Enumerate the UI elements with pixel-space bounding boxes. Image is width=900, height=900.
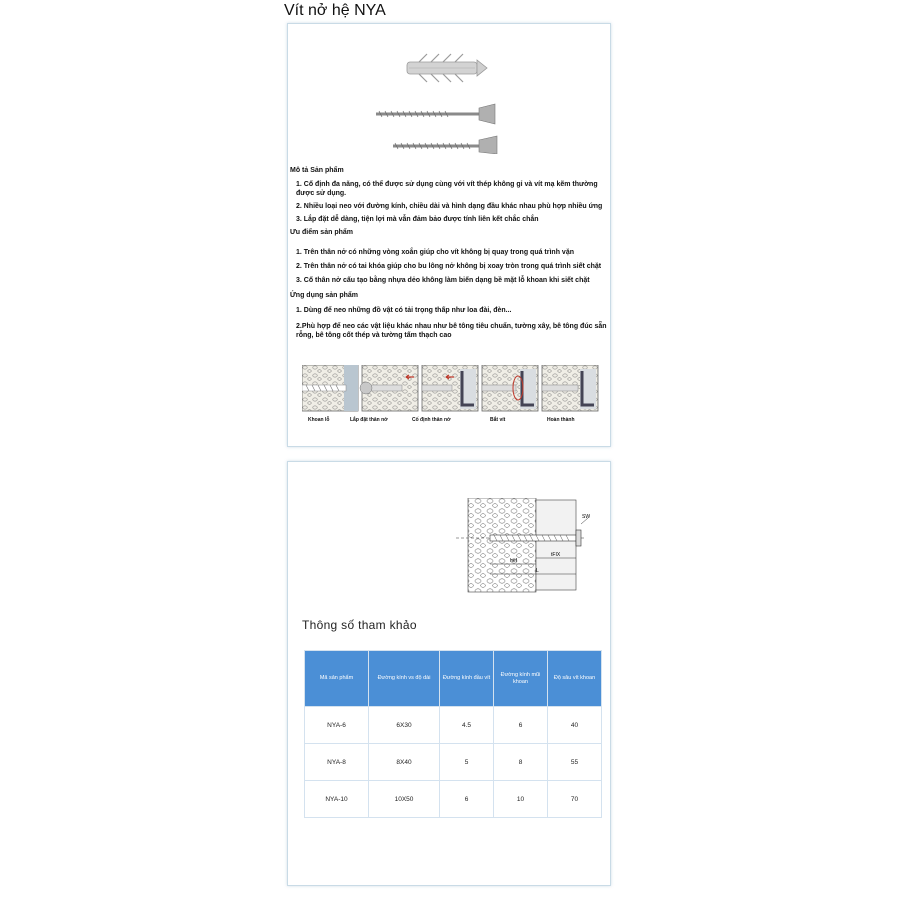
table-cell: 10X50 bbox=[369, 781, 440, 818]
step-insert-image bbox=[360, 365, 418, 411]
spec-table bbox=[304, 650, 602, 818]
application-item: 2.Phù hợp để neo các vật liệu khác nhau như bê tông tiêu chuẩn, tường xây, bê tông đúc sẵn rỗng, bê tông cốt thép và tường tấm thạch cao bbox=[296, 323, 607, 339]
table-cell: 10 bbox=[494, 781, 548, 818]
table-cell: 8 bbox=[494, 744, 548, 781]
sw-label: SW bbox=[582, 514, 590, 520]
step-complete-image bbox=[542, 365, 598, 411]
table-cell: 55 bbox=[548, 744, 602, 781]
table-header: Mã sản phẩm bbox=[305, 651, 369, 707]
advantage-item: 3. Cố thân nở cấu tạo bằng nhựa dẻo không làm biến dạng bề mặt lỗ khoan khi siết chặt bbox=[296, 277, 590, 284]
installation-diagram bbox=[450, 498, 590, 598]
table-cell: NYA-6 bbox=[305, 707, 369, 744]
application-item: 1. Dùng để neo những đồ vật có tải trọng thấp như loa đài, đèn... bbox=[296, 307, 512, 314]
description-heading: Mô tả Sản phẩm bbox=[290, 167, 344, 174]
table-cell: 6 bbox=[440, 781, 494, 818]
table-cell: 5 bbox=[440, 744, 494, 781]
table-row bbox=[305, 744, 602, 781]
applications-heading: Ứng dụng sản phẩm bbox=[290, 292, 359, 299]
anchor-image bbox=[407, 54, 487, 82]
step-drill-image bbox=[302, 365, 358, 411]
advantages-heading: Ưu điểm sản phẩm bbox=[290, 229, 353, 236]
description-item: 3. Lắp đặt dễ dàng, tiện lợi mà vẫn đảm bảo được tính liên kết chắc chắn bbox=[296, 216, 539, 223]
table-cell: 70 bbox=[548, 781, 602, 818]
advantage-item: 1. Trên thân nở có những vòng xoắn giúp cho vít không bị quay trong quá trình vặn bbox=[296, 249, 574, 256]
table-cell: 6X30 bbox=[369, 707, 440, 744]
table-cell: NYA-10 bbox=[305, 781, 369, 818]
step-fix-image bbox=[422, 365, 478, 411]
installation-steps-image bbox=[302, 365, 602, 415]
table-header: Đường kính đầu vít bbox=[440, 651, 494, 707]
page-title: Vít nở hệ NYA bbox=[284, 2, 386, 19]
table-row bbox=[305, 781, 602, 818]
hef-label: hef bbox=[510, 558, 517, 564]
specs-card bbox=[287, 461, 611, 886]
table-cell: NYA-8 bbox=[305, 744, 369, 781]
product-info-card bbox=[287, 23, 611, 447]
description-item: 2. Nhiều loại neo với đường kính, chiều dài và hình dạng đầu khác nhau phù hợp nhiều ứng bbox=[296, 203, 603, 210]
advantage-item: 2. Trên thân nở có tai khóa giúp cho bu lông nở không bị xoay tròn trong quá trình siết chặt bbox=[296, 263, 602, 270]
spec-title: Thông số tham khảo bbox=[302, 618, 417, 632]
step-screw-image bbox=[482, 365, 538, 411]
table-header: Đường kính mũi khoan bbox=[494, 651, 548, 707]
step-label: Khoan lỗ bbox=[308, 417, 330, 423]
table-header: Đường kính vs độ dài bbox=[369, 651, 440, 707]
table-header-row bbox=[305, 651, 602, 707]
table-row bbox=[305, 707, 602, 744]
table-header: Độ sâu vít khoan bbox=[548, 651, 602, 707]
short-screw-image bbox=[393, 136, 497, 154]
step-label: Bắt vít bbox=[490, 417, 506, 423]
table-cell: 40 bbox=[548, 707, 602, 744]
long-screw-image bbox=[376, 104, 495, 124]
step-label: Cố định thân nở bbox=[412, 417, 451, 423]
table-cell: 6 bbox=[494, 707, 548, 744]
description-item: 1. Cố định đa năng, có thể được sử dụng cùng với vít thép không gỉ và vít mạ kẽm thường được sử dụng. bbox=[296, 181, 598, 197]
step-label: Lắp đặt thân nở bbox=[350, 417, 388, 423]
l-label: L bbox=[536, 568, 539, 574]
step-label: Hoàn thành bbox=[547, 417, 575, 423]
product-image bbox=[373, 42, 533, 154]
table-cell: 4.5 bbox=[440, 707, 494, 744]
table-cell: 8X40 bbox=[369, 744, 440, 781]
tfix-label: tFIX bbox=[551, 552, 561, 558]
